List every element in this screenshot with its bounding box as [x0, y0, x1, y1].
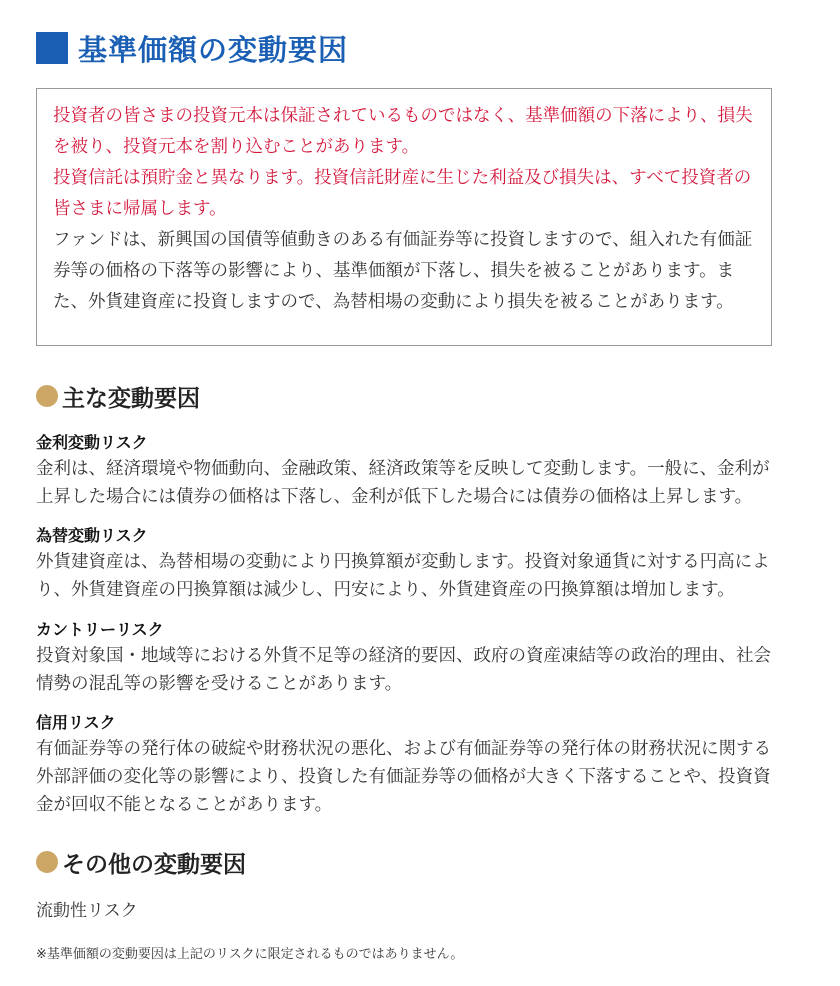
bullet-circle-icon [36, 385, 58, 407]
risk-title-interest: 金利変動リスク [36, 433, 148, 452]
other-factors-heading-text: その他の変動要因 [62, 851, 246, 878]
main-factors-heading-text: 主な変動要因 [62, 385, 200, 412]
risk-title-credit: 信用リスク [36, 713, 116, 732]
risk-desc-country: 投資対象国・地域等における外貨不足等の経済的要因、政府の資産凍結等の政治的理由、社会情勢の混乱等の影響を受けることがあります。 [36, 646, 771, 694]
risk-title-country: カントリーリスク [36, 620, 164, 639]
heading-square-icon [36, 32, 68, 64]
other-factors-heading [36, 845, 246, 879]
main-factors-heading [36, 379, 200, 413]
main-heading-text: 基準価額の変動要因 [78, 32, 349, 67]
notice-body-paragraph: ファンドは、新興国の国債等値動きのある有価証券等に投資しますので、組入れた有価証券等の価格の下落等の影響により、基準価額が下落し、損失を被ることがあります。また、外貨建資産に投資しますので、為替相場の変動により損失を被ることがあります。 [53, 230, 753, 312]
main-heading [36, 28, 348, 68]
notice-red-paragraph-2: 投資信託は預貯金と異なります。投資信託財産に生じた利益及び損失は、すべて投資者の皆さまに帰属します。 [53, 168, 752, 219]
footnote: ※基準価額の変動要因は上記のリスクに限定されるものではありません。 [36, 947, 464, 962]
risk-desc-credit: 有価証券等の発行体の破綻や財務状況の悪化、および有価証券等の発行体の財務状況に関する外部評価の変化等の影響により、投資した有価証券等の価格が大きく下落することや、投資資金が回収不能となることがあります。 [36, 739, 771, 815]
risk-desc-currency: 外貨建資産は、為替相場の変動により円換算額が変動します。投資対象通貨に対する円高により、外貨建資産の円換算額は減少し、円安により、外貨建資産の円換算額は増加します。 [36, 552, 770, 600]
notice-red-paragraph-1: 投資者の皆さまの投資元本は保証されているものではなく、基準価額の下落により、損失を被り、投資元本を割り込むことがあります。 [53, 106, 753, 157]
risk-title-currency: 為替変動リスク [36, 526, 148, 545]
notice-box [36, 88, 772, 346]
risk-desc-interest: 金利は、経済環境や物価動向、金融政策、経済政策等を反映して変動します。一般に、金利が上昇した場合には債券の価格は下落し、金利が低下した場合には債券の価格は上昇します。 [36, 459, 770, 507]
bullet-circle-icon [36, 851, 58, 873]
other-factor-liquidity: 流動性リスク [36, 901, 138, 921]
